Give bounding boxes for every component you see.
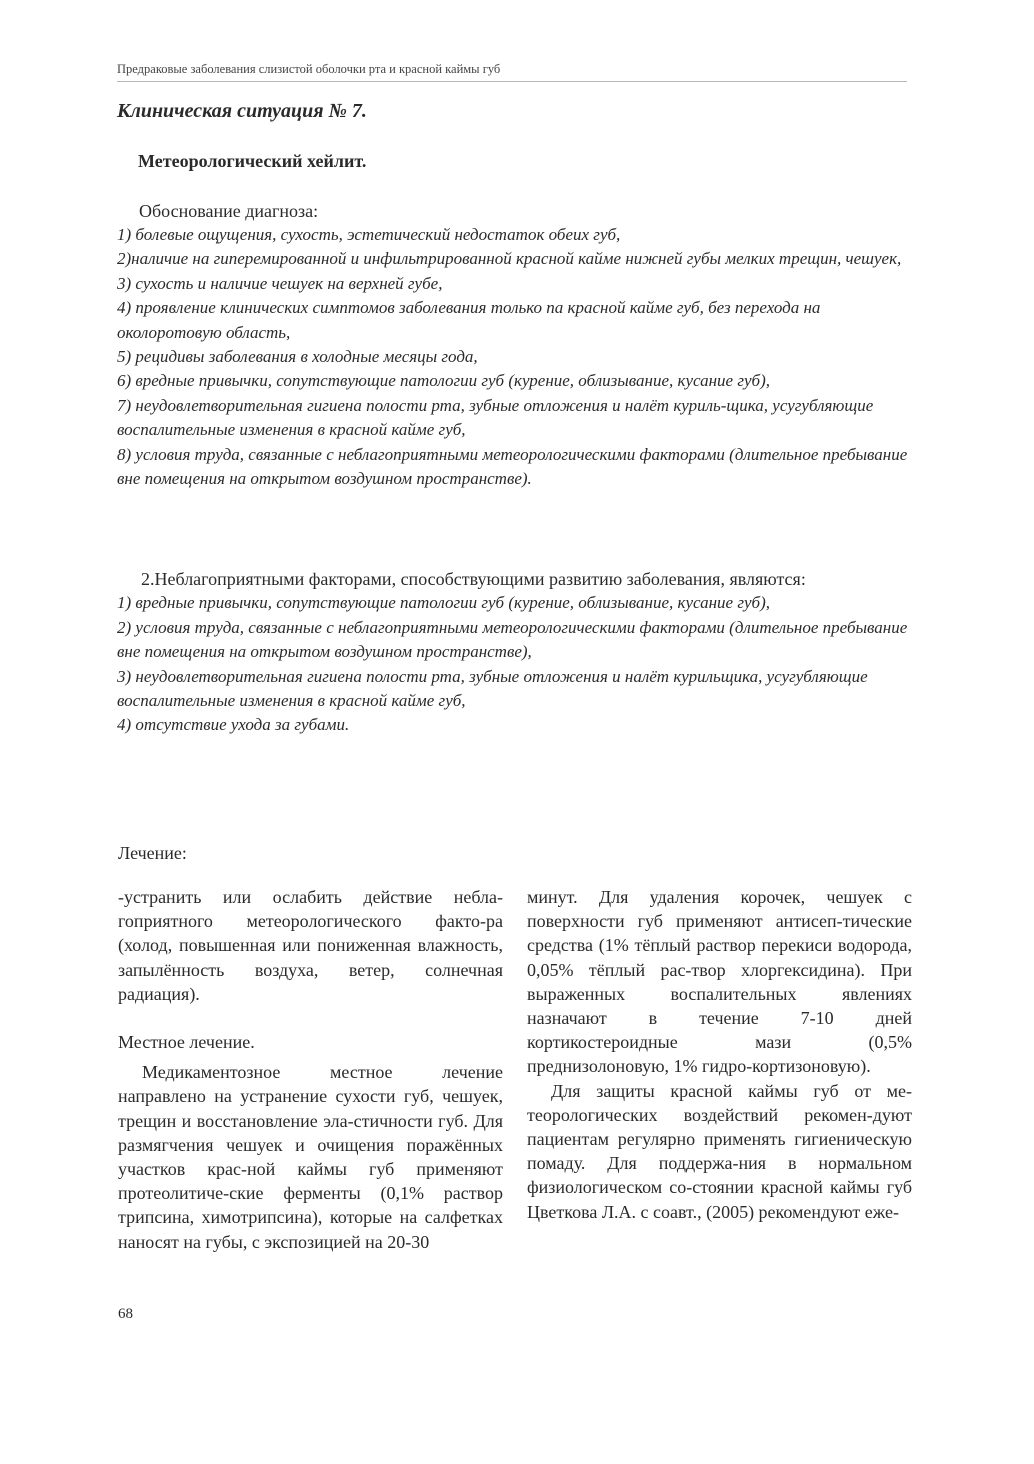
treatment-left-column (118, 885, 503, 1254)
running-header: Предраковые заболевания слизистой оболочки рта и красной каймы губ (117, 62, 501, 76)
treatment-paragraph: Медикаментозное местное лечение направлено на устранение сухости губ, чешуек, трещин и восстановление эла-стичности губ. Для размягчения чешуек и очищения поражённых участков крас-ной каймы губ применяют протеолитиче-ские ферменты (0,1% раствор трипсина, химотрипсина), которые на салфетках наносят на губы, с экспозицией на 20-30 (118, 1062, 503, 1252)
page-number: 68 (118, 1306, 133, 1322)
treatment-right-column (527, 885, 912, 1224)
factor-item: 2) условия труда, связанные с неблагоприятными метеорологическими факторами (длительное пребывание вне помещения на открытом воздушном пространстве), (117, 617, 908, 662)
factors-intro: 2.Неблагоприятными факторами, способствующими развитию заболевания, являются: (141, 569, 806, 589)
rationale-item: 8) условия труда, связанные с неблагоприятными метеорологическими факторами (длительное пребывание вне помещения на открытом воздушном пространстве). (117, 444, 908, 489)
header-divider (117, 81, 907, 82)
rationale-item: 1) болевые ощущения, сухость, эстетический недостаток обеих губ, (117, 225, 621, 244)
factors-section (117, 567, 909, 738)
rationale-heading: Обоснование диагноза: (139, 201, 319, 221)
rationale-item: 6) вредные привычки, сопутствующие патологии губ (курение, облизывание, кусание губ), (117, 371, 770, 391)
local-treatment-heading: Местное лечение. (118, 1032, 255, 1053)
factor-item: 4) отсутствие ухода за губами. (117, 715, 350, 735)
rationale-item: 4) проявление клинических симптомов заболевания только па красной кайме губ, без перехода на околоротовую область, (117, 298, 821, 342)
treatment-paragraph: минут. Для удаления корочек, чешуек с поверхности губ применяют антисеп-тические средства (1% тёплый раствор перекиси водорода, 0,05% тёплый рас-твор хлоргексидина). При выраженных воспалительных явлениях назначают в течение 7-10 дней кортикостероидные мази (0,5% преднизолоновую, 1% гидро-кортизоновую). (527, 887, 912, 1077)
rationale-item: 3) сухость и наличие чешуек на верхней губе, (117, 273, 443, 293)
treatment-paragraph: -устранить или ослабить действие небла-гоприятного метеорологического факто-ра (холод, повышенная или пониженная влажность, запылённость воздуха, ветер, солнечная радиация). (118, 887, 503, 1004)
treatment-heading: Лечение: (118, 843, 187, 863)
rationale-list (117, 223, 909, 491)
factor-item: 1) вредные привычки, сопутствующие патологии губ (курение, облизывание, кусание губ), (117, 593, 770, 613)
case-title: Клиническая ситуация № 7. (117, 100, 367, 122)
rationale-item: 5) рецидивы заболевания в холодные месяцы года, (117, 347, 478, 367)
treatment-paragraph: Для защиты красной каймы губ от ме-теорологических воздействий рекомен-дуют пациентам регулярно применять гигиеническую помаду. Для поддержа-ния в нормальном физиологическом со-стоянии красной каймы губ Цветкова Л.А. с соавт., (2005) рекомендуют еже- (527, 1080, 912, 1222)
rationale-item: 7) неудовлетворительная гигиена полости рта, зубные отложения и налёт куриль-щика, усугубляющие воспалительные изменения в красной кайме губ, (117, 395, 874, 440)
rationale-item: 2)наличие на гиперемированной и инфильтрированной красной кайме нижней губы мелких трещин, чешуек, (117, 249, 902, 269)
factor-item: 3) неудовлетворительная гигиена полости рта, зубные отложения и налёт курильщика, усугубляющие воспалительные изменения в красной кайме губ, (117, 666, 868, 711)
diagnosis-title: Метеорологический хейлит. (138, 151, 367, 171)
